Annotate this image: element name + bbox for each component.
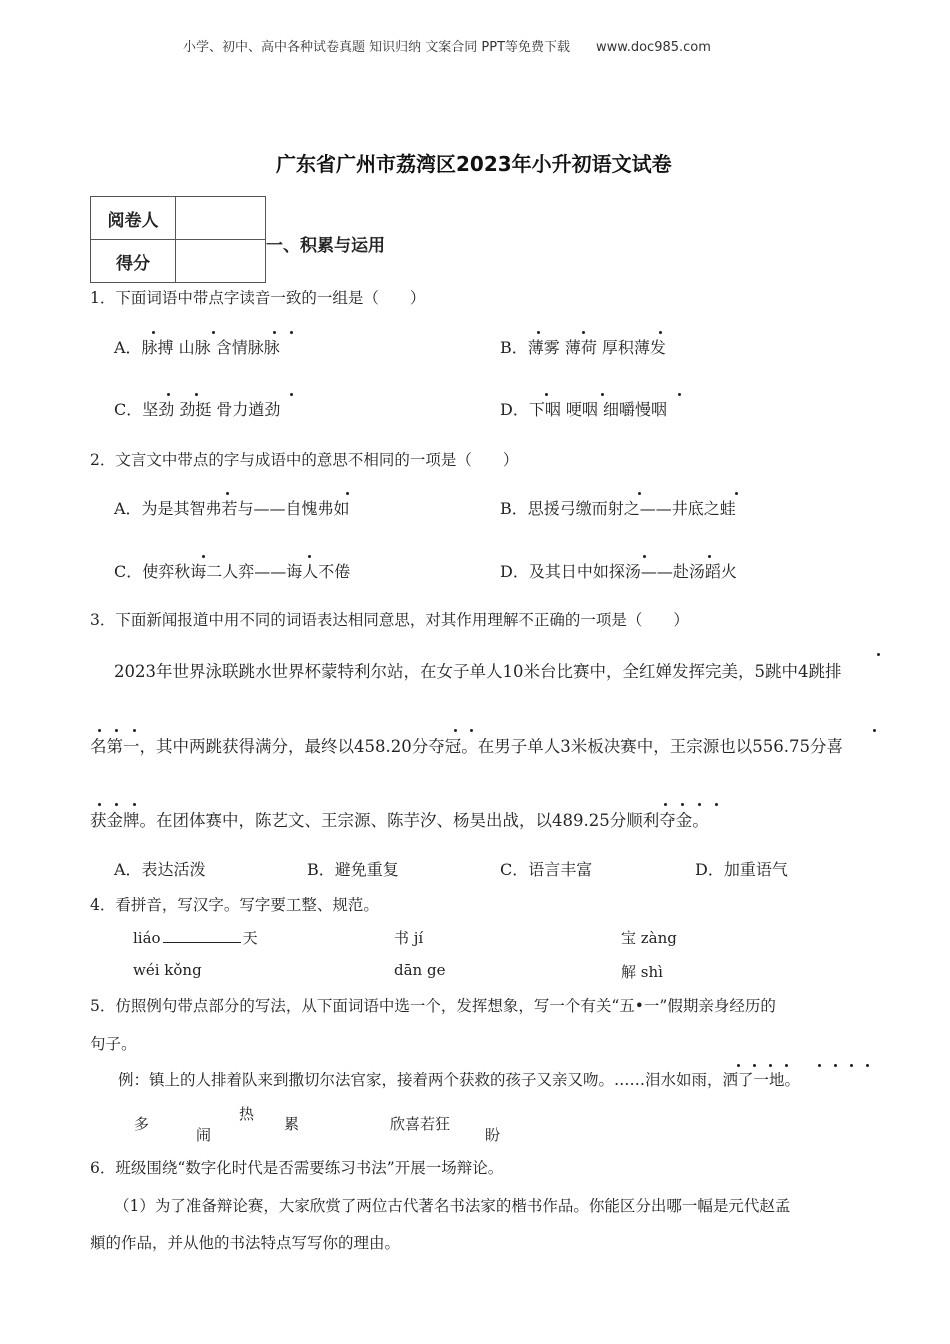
q4-pinyin-5: dān ge — [394, 961, 446, 979]
q5-stem-line2: 句子。 — [90, 1035, 137, 1053]
q5-word: 盼 — [485, 1126, 501, 1144]
q4-pinyin-1-post: 天 — [242, 929, 258, 947]
score-label: 得分 — [91, 240, 176, 283]
q2-option-d: D．及其日中如探汤——赴汤蹈火 — [500, 562, 737, 581]
q3-passage-line1: 2023年世界泳联跳水世界杯蒙特利尔站，在女子单人10米台比赛中，全红婵发挥完美，5跳中4跳排 — [114, 662, 842, 681]
q4-pinyin-6: 解 shì — [621, 963, 663, 981]
q4-pinyin-3: 宝 zàng — [621, 929, 677, 947]
grade-table — [90, 196, 266, 283]
q1-option-b: B．薄雾 薄荷 厚积薄发 — [500, 338, 666, 357]
q4-pinyin-4: wéi kǒng — [133, 961, 202, 979]
q5-word: 闹 — [196, 1126, 212, 1144]
q3-option-a: A．表达活泼 — [114, 860, 206, 879]
page-header: 小学、初中、高中各种试卷真题 知识归纳 文案合同 PPT等免费下载 www.doc985.com — [183, 40, 711, 55]
q2-option-b: B．思援弓缴而射之——井底之蛙 — [500, 499, 736, 518]
q2-option-a: A．为是其智弗若与——自愧弗如 — [114, 499, 350, 518]
q5-example: 例：镇上的人排着队来到撒切尔法官家，接着两个获救的孩子又亲又吻。……泪水如雨，洒了一地。 — [118, 1071, 801, 1089]
reviewer-label: 阅卷人 — [91, 197, 176, 240]
q6-sub1-line1: （1）为了准备辩论赛，大家欣赏了两位古代著名书法家的楷书作品。你能区分出哪一幅是元代赵孟 — [114, 1197, 791, 1215]
q4-pinyin-1-pre: liáo — [133, 929, 161, 947]
q4-pinyin-1 — [133, 927, 258, 948]
q6-stem: 6．班级围绕“数字化时代是否需要练习书法”开展一场辩论。 — [90, 1159, 504, 1177]
q5-word: 累 — [284, 1115, 300, 1133]
q2-option-c: C．使弈秋诲二人弈——诲人不倦 — [114, 562, 351, 581]
section-title: 一、积累与运用 — [266, 236, 385, 256]
q3-passage-line3: 获金牌。在团体赛中，陈艺文、王宗源、陈芋汐、杨昊出战，以489.25分顺利夺金。 — [90, 811, 709, 830]
reviewer-cell — [176, 197, 266, 240]
q3-passage-line2: 名第一，其中两跳获得满分，最终以458.20分夺冠。在男子单人3米板决赛中，王宗源也以556.75分喜 — [90, 737, 843, 756]
q5-word: 多 — [134, 1115, 150, 1133]
q1-option-a: A．脉搏 山脉 含情脉脉 — [114, 338, 280, 357]
q4-pinyin-2: 书 jí — [394, 929, 424, 947]
q4-answer-blank[interactable] — [163, 928, 241, 943]
q2-stem: 2．文言文中带点的字与成语中的意思不相同的一项是（ ） — [90, 451, 519, 469]
q5-stem-line1: 5．仿照例句带点部分的写法，从下面词语中选一个，发挥想象，写一个有关“五•一”假期亲身经历的 — [90, 997, 776, 1015]
exam-title: 广东省广州市荔湾区2023年小升初语文试卷 — [276, 152, 672, 176]
q1-option-d: D．下咽 哽咽 细嚼慢咽 — [500, 400, 668, 419]
q1-stem: 1．下面词语中带点字读音一致的一组是（ ） — [90, 289, 426, 307]
score-cell — [176, 240, 266, 283]
q5-word: 欣喜若狂 — [390, 1115, 451, 1133]
q1-option-c: C．坚劲 劲挺 骨力遒劲 — [114, 400, 281, 419]
q5-word: 热 — [239, 1105, 255, 1123]
q3-stem: 3．下面新闻报道中用不同的词语表达相同意思，对其作用理解不正确的一项是（ ） — [90, 611, 689, 629]
q4-stem: 4．看拼音，写汉字。写字要工整、规范。 — [90, 896, 379, 914]
q3-option-b: B．避免重复 — [307, 860, 399, 879]
q3-option-d: D．加重语气 — [695, 860, 788, 879]
q6-sub1-line2: 頫的作品，并从他的书法特点写写你的理由。 — [90, 1234, 401, 1252]
q3-option-c: C．语言丰富 — [500, 860, 593, 879]
